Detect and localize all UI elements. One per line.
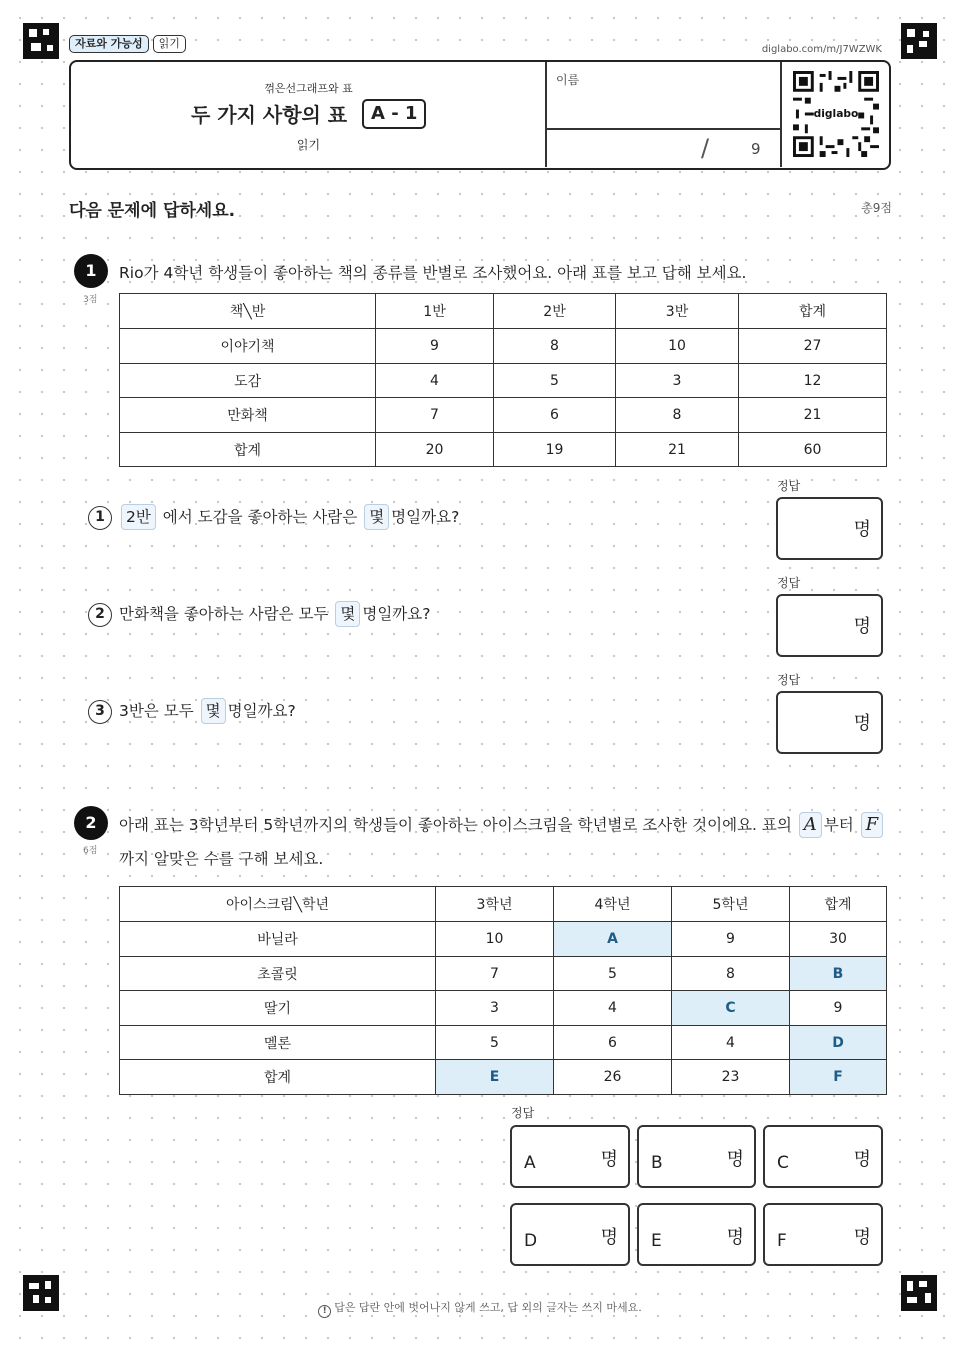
question-2-table xyxy=(119,886,887,1095)
question-2-text-part: 아래 표는 3학년부터 5학년까지의 학생들이 좋아하는 아이스크림을 학년별로 조사한 것이에요. 표의 xyxy=(119,816,792,834)
answer-box-3[interactable] xyxy=(776,691,883,754)
question-2-text-part: 까지 알맞은 수를 구해 보세요. xyxy=(119,850,324,868)
variable-f: F xyxy=(861,812,884,838)
table-cell: 7 xyxy=(376,398,494,433)
subquestion-3-text-part: 명일까요? xyxy=(227,702,296,720)
answer-letter: F xyxy=(777,1231,787,1251)
table-row xyxy=(120,329,887,364)
tag-domain: 자료와 가능성 xyxy=(69,35,149,53)
answer-letter: D xyxy=(524,1231,538,1251)
table-row xyxy=(120,364,887,398)
table-row xyxy=(120,433,887,467)
answer-box-b[interactable] xyxy=(637,1125,756,1188)
table-cell: 6 xyxy=(554,1026,672,1060)
subquestion-1-text xyxy=(119,504,459,530)
table-header-row xyxy=(120,887,887,922)
subquestion-2-text-part: 명일까요? xyxy=(362,605,431,623)
keyword-highlight: 2반 xyxy=(121,504,156,530)
question-2-points: 6점 xyxy=(83,846,98,856)
table-cell: 만화책 xyxy=(120,398,376,433)
unit-label: 명 xyxy=(853,1227,871,1248)
table-header-cell: 책╲반 xyxy=(120,294,376,329)
answer-letter: B xyxy=(651,1153,663,1173)
worksheet-title: 두 가지 사항의 표 xyxy=(191,103,348,127)
table-cell: 9 xyxy=(672,922,790,957)
unit-subtitle: 꺾은선그래프와 표 xyxy=(264,82,353,95)
table-cell: 12 xyxy=(739,364,887,398)
variable-a: A xyxy=(799,812,822,838)
subquestion-3-number: 3 xyxy=(88,700,112,724)
tag-list xyxy=(69,35,186,53)
question-1-text: Rio가 4학년 학생들이 좋아하는 책의 종류를 반별로 조사했어요. 아래 표를 보고 답해 보세요. xyxy=(119,264,747,282)
answer-letter: E xyxy=(651,1231,662,1251)
answer-box-2[interactable] xyxy=(776,594,883,657)
subquestion-1-text-part: 에서 도감을 좋아하는 사람은 xyxy=(162,508,358,526)
subquestion-2-text xyxy=(119,601,430,627)
table-cell: 10 xyxy=(436,922,554,957)
table-header-cell: 합계 xyxy=(790,887,887,922)
subquestion-1-number: 1 xyxy=(88,506,112,530)
header-divider xyxy=(545,62,547,167)
keyword-highlight: 몇 xyxy=(335,601,360,627)
answer-box-c[interactable] xyxy=(763,1125,883,1188)
table-cell: 20 xyxy=(376,433,494,467)
answer-label: 정답 xyxy=(511,1106,535,1120)
question-1-points: 3점 xyxy=(83,295,98,305)
table-header-cell: 1반 xyxy=(376,294,494,329)
table-cell: 19 xyxy=(494,433,616,467)
unit-label: 명 xyxy=(600,1227,618,1248)
blank-cell-e: E xyxy=(436,1060,554,1095)
warning-icon: ! xyxy=(318,1305,331,1318)
table-cell: 27 xyxy=(739,329,887,364)
question-2-text-part: 부터 xyxy=(823,816,854,834)
table-cell: 3 xyxy=(436,991,554,1026)
keyword-highlight: 몇 xyxy=(364,504,389,530)
table-row xyxy=(120,991,887,1026)
table-cell: 이야기책 xyxy=(120,329,376,364)
question-2-text xyxy=(119,808,889,876)
table-cell: 6 xyxy=(494,398,616,433)
answer-box-a[interactable] xyxy=(510,1125,630,1188)
table-cell: 5 xyxy=(494,364,616,398)
instruction-text: 다음 문제에 답하세요. xyxy=(69,201,236,221)
table-cell: 합계 xyxy=(120,433,376,467)
subquestion-1-text-part: 명일까요? xyxy=(391,508,460,526)
corner-marker-top-right xyxy=(901,23,937,59)
table-cell: 23 xyxy=(672,1060,790,1095)
level-badge: A - 1 xyxy=(362,99,426,129)
subquestion-3-text xyxy=(119,698,296,724)
table-cell: 4 xyxy=(672,1026,790,1060)
unit-label: 명 xyxy=(726,1227,744,1248)
table-header-cell: 5학년 xyxy=(672,887,790,922)
table-header-cell: 2반 xyxy=(494,294,616,329)
table-cell: 60 xyxy=(739,433,887,467)
table-cell: 합계 xyxy=(120,1060,436,1095)
table-cell: 30 xyxy=(790,922,887,957)
table-cell: 5 xyxy=(554,957,672,991)
question-2-number: 2 xyxy=(74,806,108,840)
table-cell: 4 xyxy=(376,364,494,398)
tag-skill: 읽기 xyxy=(153,35,186,53)
question-1-table xyxy=(119,293,887,467)
table-cell: 도감 xyxy=(120,364,376,398)
table-header-row xyxy=(120,294,887,329)
category-label: 읽기 xyxy=(296,138,321,152)
table-cell: 9 xyxy=(790,991,887,1026)
blank-cell-f: F xyxy=(790,1060,887,1095)
table-cell: 5 xyxy=(436,1026,554,1060)
table-cell: 4 xyxy=(554,991,672,1026)
table-cell: 8 xyxy=(494,329,616,364)
footer-note xyxy=(0,1299,960,1318)
svg-text:diglabo: diglabo xyxy=(813,106,859,120)
subquestion-3-text-part: 3반은 모두 xyxy=(119,702,194,720)
keyword-highlight: 몇 xyxy=(201,698,226,724)
subquestion-2-text-part: 만화책을 좋아하는 사람은 모두 xyxy=(119,605,329,623)
answer-letter: A xyxy=(524,1153,536,1173)
table-cell: 멜론 xyxy=(120,1026,436,1060)
unit-label: 명 xyxy=(853,616,871,637)
worksheet-header xyxy=(69,60,891,170)
table-row xyxy=(120,1060,887,1095)
footer-text: 답은 답란 안에 벗어나지 않게 쓰고, 답 외의 글자는 쓰지 마세요. xyxy=(334,1301,642,1314)
answer-label: 정답 xyxy=(777,673,801,687)
blank-cell-d: D xyxy=(790,1026,887,1060)
header-divider xyxy=(780,62,782,167)
unit-label: 명 xyxy=(853,1149,871,1170)
unit-label: 명 xyxy=(853,519,871,540)
question-1-number: 1 xyxy=(74,254,108,288)
table-cell: 26 xyxy=(554,1060,672,1095)
table-cell: 8 xyxy=(616,398,739,433)
table-cell: 21 xyxy=(616,433,739,467)
table-header-cell: 4학년 xyxy=(554,887,672,922)
table-cell: 7 xyxy=(436,957,554,991)
score-total: 9 xyxy=(751,140,761,158)
answer-box-f[interactable] xyxy=(763,1203,883,1266)
unit-label: 명 xyxy=(726,1149,744,1170)
answer-box-1[interactable] xyxy=(776,497,883,560)
unit-label: 명 xyxy=(853,713,871,734)
table-cell: 초콜릿 xyxy=(120,957,436,991)
table-cell: 21 xyxy=(739,398,887,433)
table-cell: 10 xyxy=(616,329,739,364)
table-row xyxy=(120,398,887,433)
answer-box-d[interactable] xyxy=(510,1203,630,1266)
total-points: 총9점 xyxy=(861,201,892,215)
corner-marker-top-left xyxy=(23,23,59,59)
answer-letter: C xyxy=(777,1153,789,1173)
table-cell: 9 xyxy=(376,329,494,364)
name-field-label: 이름 xyxy=(556,73,580,87)
table-cell: 딸기 xyxy=(120,991,436,1026)
table-cell: 8 xyxy=(672,957,790,991)
blank-cell-c: C xyxy=(672,991,790,1026)
answer-label: 정답 xyxy=(777,479,801,493)
subquestion-2-number: 2 xyxy=(88,603,112,627)
header-divider xyxy=(545,128,781,130)
table-cell: 3 xyxy=(616,364,739,398)
table-header-cell: 3학년 xyxy=(436,887,554,922)
table-header-cell: 합계 xyxy=(739,294,887,329)
unit-label: 명 xyxy=(600,1149,618,1170)
answer-box-e[interactable] xyxy=(637,1203,756,1266)
answer-label: 정답 xyxy=(777,576,801,590)
blank-cell-b: B xyxy=(790,957,887,991)
score-slash: / xyxy=(701,134,710,162)
table-row xyxy=(120,922,887,957)
table-header-cell: 아이스크림╲학년 xyxy=(120,887,436,922)
qr-code-icon xyxy=(793,71,879,157)
table-row xyxy=(120,957,887,991)
worksheet-url: diglabo.com/m/J7WZWK xyxy=(761,44,882,55)
table-header-cell: 3반 xyxy=(616,294,739,329)
table-row xyxy=(120,1026,887,1060)
table-cell: 바닐라 xyxy=(120,922,436,957)
blank-cell-a: A xyxy=(554,922,672,957)
